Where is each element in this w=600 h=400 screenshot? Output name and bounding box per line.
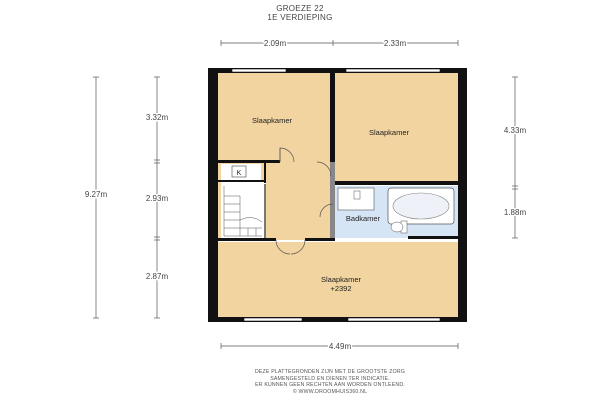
wall-right bbox=[458, 68, 467, 321]
wall-interior-vertical bbox=[330, 73, 335, 162]
label-bedroom-top-left: Slaapkamer bbox=[251, 116, 293, 125]
wall-left bbox=[208, 68, 218, 321]
wall-hallway-bottom bbox=[218, 238, 276, 241]
dim-top-left: 2.09m bbox=[263, 39, 287, 48]
floor-stairwell bbox=[221, 182, 266, 239]
disclaimer-line-2: SAMENGESTELD EN DIENEN TER INDICATIE. bbox=[270, 375, 390, 382]
dim-top-right: 2.33m bbox=[383, 39, 407, 48]
dim-left-upper: 3.32m bbox=[145, 113, 169, 122]
dim-right-lower: 1.88m bbox=[503, 208, 527, 217]
plan-floor-label: 1E VERDIEPING bbox=[267, 13, 333, 22]
dim-total-height: 9.27m bbox=[84, 190, 108, 199]
window-bottom-right bbox=[348, 318, 440, 321]
disclaimer-line-3: ER KUNNEN GEEN RECHTEN AAN WORDEN ONTLEEND. bbox=[255, 382, 405, 388]
window-top-right bbox=[346, 69, 440, 72]
label-bedroom-top-right: Slaapkamer bbox=[368, 128, 410, 137]
bathtub bbox=[388, 188, 454, 224]
plan-address: GROEZE 22 bbox=[276, 4, 324, 13]
disclaimer-line-4: © WWW.DROOMHUIS360.NL bbox=[292, 388, 368, 395]
shower-tray bbox=[338, 188, 374, 210]
wall-closet-bottom bbox=[218, 180, 265, 182]
dimension-top bbox=[221, 40, 458, 46]
label-bedroom-bottom-area: +2392 bbox=[330, 284, 352, 293]
dim-bottom-width: 4.49m bbox=[328, 342, 352, 351]
window-bottom-left bbox=[244, 318, 302, 321]
dim-left-lower: 2.87m bbox=[145, 272, 169, 281]
toilet bbox=[391, 221, 407, 233]
label-bathroom: Badkamer bbox=[345, 214, 381, 223]
wall-closet-right bbox=[264, 163, 266, 183]
window-top-left bbox=[232, 69, 286, 72]
wall-bedroom-top-right-bottom bbox=[335, 181, 458, 185]
wall-hallway-bottom-right bbox=[305, 238, 335, 241]
wall-bedroom-top-left-bottom bbox=[218, 160, 280, 163]
label-bedroom-bottom: Slaapkamer bbox=[320, 275, 362, 284]
stair-railing bbox=[264, 184, 266, 238]
label-closet: K bbox=[236, 170, 242, 177]
wall-bathroom-bottom bbox=[408, 236, 458, 239]
disclaimer-line-1: DEZE PLATTEGRONDEN ZIJN MET DE GROOTSTE ZORG bbox=[254, 369, 406, 375]
dim-right-upper: 4.33m bbox=[503, 126, 527, 135]
dim-left-middle: 2.93m bbox=[145, 194, 169, 203]
